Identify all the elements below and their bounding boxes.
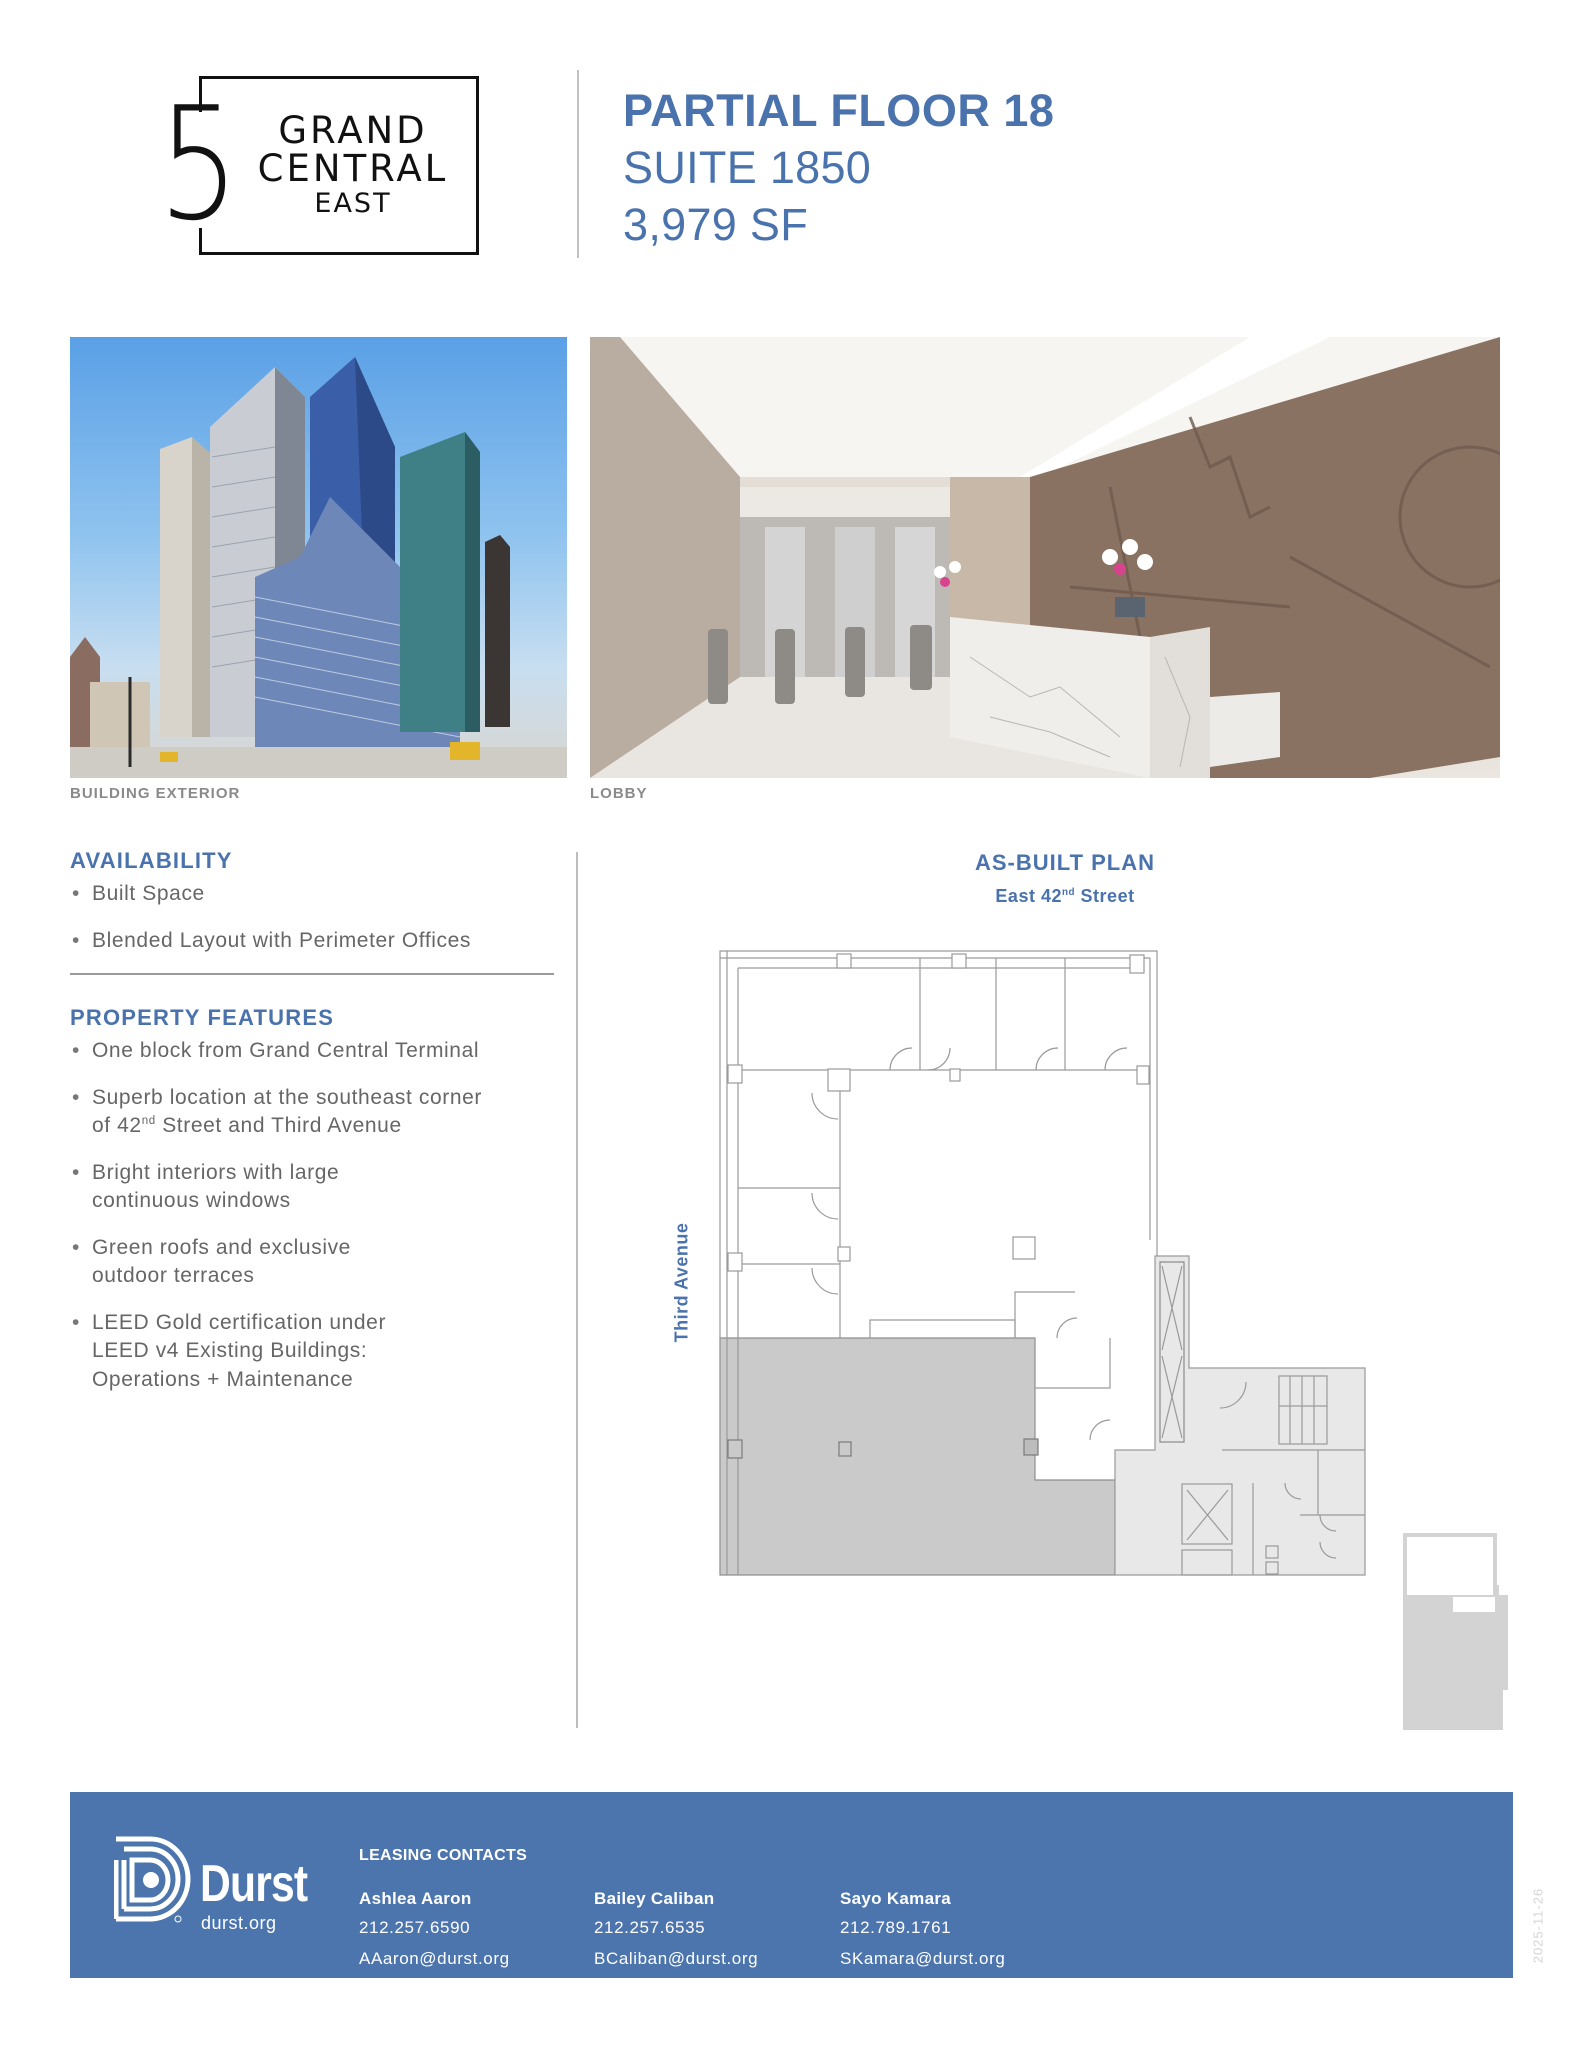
plan-title: AS-BUILT PLAN	[974, 850, 1156, 875]
durst-wordmark: Durst	[200, 1855, 308, 1913]
feature-line-42: of 42nd Street and Third Avenue	[92, 1114, 402, 1137]
square-footage: 3,979 SF	[623, 199, 809, 250]
key-plan	[1395, 1520, 1525, 1745]
contact-phone[interactable]: 212.789.1761	[840, 1918, 952, 1937]
contact-phone[interactable]: 212.257.6535	[594, 1918, 706, 1937]
contact-card	[359, 1886, 510, 1974]
contact-card	[594, 1886, 758, 1974]
listing-title-block	[623, 82, 1054, 253]
availability-heading: AVAILABILITY	[70, 848, 233, 873]
floor-plan-drawing	[700, 930, 1380, 1590]
plan-avenue-label: Third Avenue	[671, 1222, 692, 1343]
building-exterior-photo	[70, 337, 567, 778]
feature-item: • Superb location at the southeast corner of 42nd Street and Third Avenue	[70, 1084, 560, 1141]
contact-name: Bailey Caliban	[594, 1889, 715, 1908]
contact-email[interactable]: BCaliban@durst.org	[594, 1949, 759, 1968]
section-divider	[70, 973, 554, 975]
feature-item: • Green roofs and exclusive outdoor terraces	[70, 1234, 560, 1291]
logo-wordmark	[246, 109, 460, 220]
header-divider	[577, 70, 579, 258]
contact-card	[840, 1886, 1005, 1974]
lobby-illustration	[590, 337, 1500, 778]
contact-email[interactable]: AAaron@durst.org	[359, 1949, 510, 1968]
logo-word-central: CENTRAL	[257, 147, 449, 190]
building-exterior-illustration	[70, 337, 567, 778]
logo-number: 5	[158, 73, 238, 255]
leasing-contacts-heading: LEASING CONTACTS	[359, 1847, 528, 1864]
feature-item: • One block from Grand Central Terminal	[70, 1037, 560, 1066]
photo-caption-lobby: LOBBY	[590, 785, 648, 802]
lobby-photo	[590, 337, 1500, 778]
contact-email[interactable]: SKamara@durst.org	[840, 1949, 1006, 1968]
key-plan-drawing	[1395, 1520, 1525, 1740]
durst-website-link[interactable]: durst.org	[201, 1913, 277, 1933]
leasing-footer	[70, 1792, 1513, 1978]
logo-word-east: EAST	[314, 188, 392, 219]
durst-logo-icon	[114, 1836, 200, 1926]
details-column	[70, 848, 560, 1412]
property-features-heading: PROPERTY FEATURES	[70, 1005, 335, 1030]
floor-plan	[700, 930, 1380, 1595]
suite-number: SUITE 1850	[623, 142, 872, 193]
contact-name: Ashlea Aaron	[359, 1889, 472, 1908]
feature-item: • Bright interiors with large continuous windows	[70, 1159, 560, 1216]
contact-name: Sayo Kamara	[840, 1889, 952, 1908]
feature-item: • LEED Gold certification under LEED v4 Existing Buildings: Operations + Maintenance	[70, 1309, 560, 1395]
column-divider	[576, 852, 578, 1728]
date-stamp: 2025-11-26	[1530, 1887, 1546, 1964]
availability-item: • Blended Layout with Perimeter Offices	[70, 927, 560, 956]
availability-item: • Built Space	[70, 880, 560, 909]
contact-phone[interactable]: 212.257.6590	[359, 1918, 471, 1937]
photo-caption-exterior: BUILDING EXTERIOR	[70, 785, 241, 802]
floor-title: PARTIAL FLOOR 18	[623, 85, 1055, 136]
availability-list	[70, 880, 560, 955]
plan-street-label: East 42nd Street	[995, 886, 1135, 906]
property-features-list	[70, 1037, 560, 1394]
logo-word-grand: GRAND	[278, 109, 428, 152]
